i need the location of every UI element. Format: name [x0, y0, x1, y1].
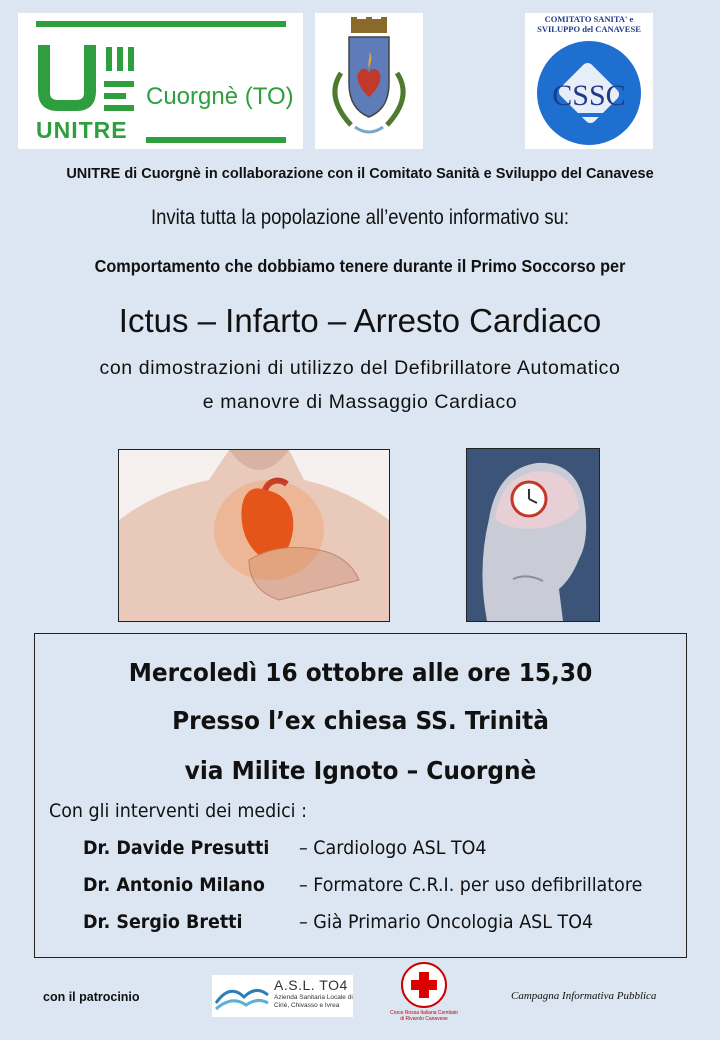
crest-icon	[315, 13, 423, 149]
unitre-mark-icon	[36, 43, 136, 115]
topic-line: Comportamento che dobbiamo tenere durante il Primo Soccorso per	[94, 256, 626, 276]
subtitle-2: e manovre di Massaggio Cardiaco	[202, 391, 518, 413]
head-brain-icon	[467, 449, 599, 621]
logo-bar-top	[36, 21, 286, 27]
event-date-time: Mercoledì 16 ottobre alle ore 15,30	[128, 658, 593, 687]
heart-attack-image	[118, 449, 390, 622]
speaker-role: – Formatore C.R.I. per uso defibrillatore	[299, 874, 643, 896]
asl-desc: Azienda Sanitaria Locale di Ciriè, Chivasso e Ivrea	[274, 994, 353, 1009]
asl-wave-icon	[212, 975, 272, 1017]
cri-logo	[390, 960, 458, 1024]
org-line: UNITRE di Cuorgnè in collaborazione con il Comitato Sanità e Sviluppo del Canavese	[66, 166, 654, 182]
speaker-row	[83, 874, 672, 896]
event-info-box	[34, 633, 687, 958]
speaker-role: – Cardiologo ASL TO4	[299, 837, 487, 859]
speakers-intro: Con gli interventi dei medici :	[49, 800, 307, 822]
speaker-name: Dr. Sergio Bretti	[83, 911, 243, 933]
asl-logo	[212, 975, 353, 1017]
comitato-logo	[525, 13, 653, 149]
unitre-logo	[18, 13, 303, 149]
main-title: Ictus – Infarto – Arresto Cardiaco	[118, 302, 602, 339]
stroke-image	[466, 448, 600, 622]
speaker-row	[83, 911, 619, 933]
invite-line: Invita tutta la popolazione all’evento informativo su:	[150, 206, 570, 229]
event-venue: Presso l’ex chiesa SS. Trinità	[172, 706, 549, 735]
patronage-label: con il patrocinio	[43, 990, 140, 1004]
event-address: via Milite Ignoto – Cuorgnè	[184, 756, 537, 785]
unitre-city: Cuorgnè (TO)	[146, 83, 294, 110]
city-crest-logo	[315, 13, 423, 149]
speaker-name: Dr. Antonio Milano	[83, 874, 265, 896]
asl-name: A.S.L. TO4	[274, 977, 348, 993]
unitre-name: UNITRE	[36, 117, 128, 143]
speaker-name: Dr. Davide Presutti	[83, 837, 270, 859]
comitato-title: COMITATO SANITA' e SVILUPPO del CANAVESE	[537, 14, 641, 34]
cri-caption: Croce Rossa Italiana Comitato di Rivarolo Canavese	[390, 1010, 458, 1022]
speaker-row	[83, 837, 503, 859]
speaker-role: – Già Primario Oncologia ASL TO4	[299, 911, 594, 933]
chest-heart-icon	[119, 450, 389, 621]
comitato-initials: CSSC	[552, 79, 626, 112]
campaign-label: Campagna Informativa Pubblica	[511, 990, 657, 1002]
logo-bar-bottom	[146, 137, 286, 143]
subtitle-1: con dimostrazioni di utilizzo del Defibrillatore Automatico	[99, 357, 621, 379]
red-cross-icon	[390, 960, 458, 1010]
